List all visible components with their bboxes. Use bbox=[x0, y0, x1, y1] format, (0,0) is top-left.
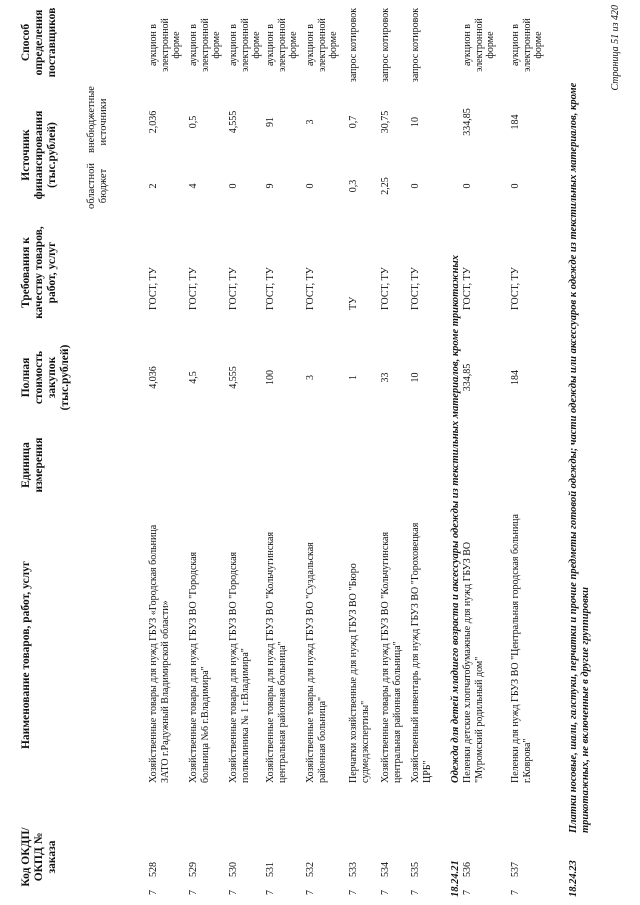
group-title: Одежда для детей младшего возраста и аксессуары одежды из текстильных материалов, кроме трикотажных bbox=[450, 255, 461, 783]
row-cost: 1 bbox=[348, 375, 359, 380]
row-quality: ГОСТ, ТУ bbox=[188, 267, 199, 310]
row-order: 535 bbox=[410, 862, 421, 877]
row-num: 7 bbox=[188, 890, 199, 895]
row-name: Хозяйственные товары для нужд ГБУЗ «Городская больница ЗАТО г.Радужный Владимирской области» bbox=[148, 524, 171, 783]
row-method: запрос котировок bbox=[348, 7, 359, 83]
row-quality: ГОСТ, ТУ bbox=[462, 267, 473, 310]
row-method: аукцион в электронной форме bbox=[265, 18, 299, 72]
header-cost: Полная стоимость закупок (тыс.рублей) bbox=[20, 344, 71, 411]
row-name: Пеленки детские хлопчатобумажные для нужд ГБУЗ ВО "Муромский родильный дом" bbox=[462, 541, 485, 783]
row-method: аукцион в электронной форме bbox=[510, 18, 544, 72]
row-num: 7 bbox=[148, 890, 159, 895]
row-method: аукцион в электронной форме bbox=[305, 18, 339, 72]
row-num: 7 bbox=[410, 890, 421, 895]
header-name: Наименование товаров, работ, услуг bbox=[20, 560, 32, 750]
row-extra: 10 bbox=[410, 117, 421, 127]
row-regional: 0 bbox=[462, 183, 473, 189]
row-method: аукцион в электронной форме bbox=[228, 18, 262, 72]
row-order: 533 bbox=[348, 862, 359, 877]
row-regional: 9 bbox=[265, 183, 276, 189]
group-code: 18.24.21 bbox=[450, 860, 461, 897]
row-regional: 0 bbox=[228, 183, 239, 189]
row-name: Пеленки для нужд ГБУЗ ВО "Центральная городская больница г.Коврова" bbox=[510, 514, 533, 783]
row-name: Перчатки хозяйственные для нужд ГБУЗ ВО "Бюро судмедэкспертизы" bbox=[348, 563, 371, 783]
row-quality: ГОСТ, ТУ bbox=[148, 267, 159, 310]
row-name: Хозяйственные товары для нужд ГБУЗ ВО "Городская больница №6 г.Владимира" bbox=[188, 551, 211, 783]
row-cost: 100 bbox=[265, 370, 276, 385]
row-quality: ГОСТ, ТУ bbox=[228, 267, 239, 310]
header-code: Код ОКДП/ ОКПД № заказа bbox=[20, 827, 58, 887]
row-num: 7 bbox=[265, 890, 276, 895]
row-num: 7 bbox=[305, 890, 316, 895]
row-name: Хозяйственный инвентарь для нужд ГБУЗ ВО "Гороховецкая ЦРБ" bbox=[410, 522, 433, 783]
row-extra: 91 bbox=[265, 117, 276, 127]
row-quality: ТУ bbox=[348, 296, 359, 310]
page-number: Страница 51 из 420 bbox=[610, 5, 621, 91]
row-regional: 4 bbox=[188, 183, 199, 189]
row-method: аукцион в электронной форме bbox=[462, 18, 496, 72]
row-cost: 10 bbox=[410, 372, 421, 383]
row-extra: 0,7 bbox=[348, 115, 359, 129]
row-num: 7 bbox=[348, 890, 359, 895]
group-title: Платки носовые, шали, галстуки, перчатки и прочие предметы готовой одежды; части одежды или аксессуаров к одежде из текстильных материалов, кроме трикотажных, не включенные в другие группировки bbox=[568, 82, 591, 833]
row-extra: 30,75 bbox=[380, 110, 391, 134]
row-cost: 4,555 bbox=[228, 366, 239, 389]
row-name: Хозяйственные товары для нужд ГБУЗ ВО "Суздальская районная больница" bbox=[305, 542, 328, 783]
row-cost: 33 bbox=[380, 372, 391, 383]
row-cost: 4,036 bbox=[148, 366, 159, 389]
header-method: Способ определения поставщиков bbox=[20, 7, 58, 78]
row-order: 537 bbox=[510, 862, 521, 877]
row-order: 536 bbox=[462, 862, 473, 877]
row-method: аукцион в электронной форме bbox=[188, 18, 222, 72]
row-name: Хозяйственные товары для нужд ГБУЗ ВО "Кольчугинская центральная районная больница" bbox=[265, 531, 288, 783]
row-extra: 3 bbox=[305, 119, 316, 125]
header-quality: Требования к качеству товаров, работ, услуг bbox=[20, 226, 58, 319]
row-extra: 334,85 bbox=[462, 108, 473, 136]
row-quality: ГОСТ, ТУ bbox=[380, 267, 391, 310]
row-cost: 4,5 bbox=[188, 371, 199, 384]
row-extra: 2,036 bbox=[148, 110, 159, 134]
row-regional: 0 bbox=[410, 183, 421, 189]
row-order: 530 bbox=[228, 862, 239, 877]
row-num: 7 bbox=[228, 890, 239, 895]
row-regional: 0 bbox=[510, 183, 521, 189]
header-unit: Единица измерения bbox=[20, 437, 45, 493]
row-name: Хозяйственные товары для нужд ГБУЗ ВО "Городская поликлиника № 1 г.Владимира" bbox=[228, 551, 251, 783]
group-code: 18.24.23 bbox=[568, 860, 579, 897]
row-num: 7 bbox=[380, 890, 391, 895]
row-method: запрос котировок bbox=[410, 7, 421, 83]
row-order: 534 bbox=[380, 862, 391, 877]
row-extra: 4,555 bbox=[228, 110, 239, 134]
row-regional: 2,25 bbox=[380, 177, 391, 195]
row-cost: 3 bbox=[305, 375, 316, 380]
row-quality: ГОСТ, ТУ bbox=[510, 267, 521, 310]
row-order: 532 bbox=[305, 862, 316, 877]
row-regional: 0,3 bbox=[348, 179, 359, 193]
row-order: 531 bbox=[265, 862, 276, 877]
row-quality: ГОСТ, ТУ bbox=[265, 267, 276, 310]
row-regional: 2 bbox=[148, 183, 159, 189]
row-num: 7 bbox=[462, 890, 473, 895]
row-method: запрос котировок bbox=[380, 7, 391, 83]
row-order: 529 bbox=[188, 862, 199, 877]
row-regional: 0 bbox=[305, 183, 316, 189]
row-quality: ГОСТ, ТУ bbox=[410, 267, 421, 310]
row-name: Хозяйственные товары для нужд ГБУЗ ВО "Кольчугинская центральная районная больница" bbox=[380, 531, 403, 783]
row-quality: ГОСТ, ТУ bbox=[305, 267, 316, 310]
header-funding: Источник финансирования (тыс.рублей) bbox=[20, 110, 58, 200]
header-funding-extra: внебюджетные источники bbox=[86, 86, 109, 153]
row-extra: 0,5 bbox=[188, 115, 199, 129]
row-extra: 184 bbox=[510, 114, 521, 130]
row-cost: 184 bbox=[510, 370, 521, 385]
row-cost: 334,85 bbox=[462, 363, 473, 392]
header-funding-regional: областной бюджет bbox=[86, 163, 109, 209]
row-order: 528 bbox=[148, 862, 159, 877]
row-num: 7 bbox=[510, 890, 521, 895]
row-method: аукцион в электронной форме bbox=[148, 18, 182, 72]
